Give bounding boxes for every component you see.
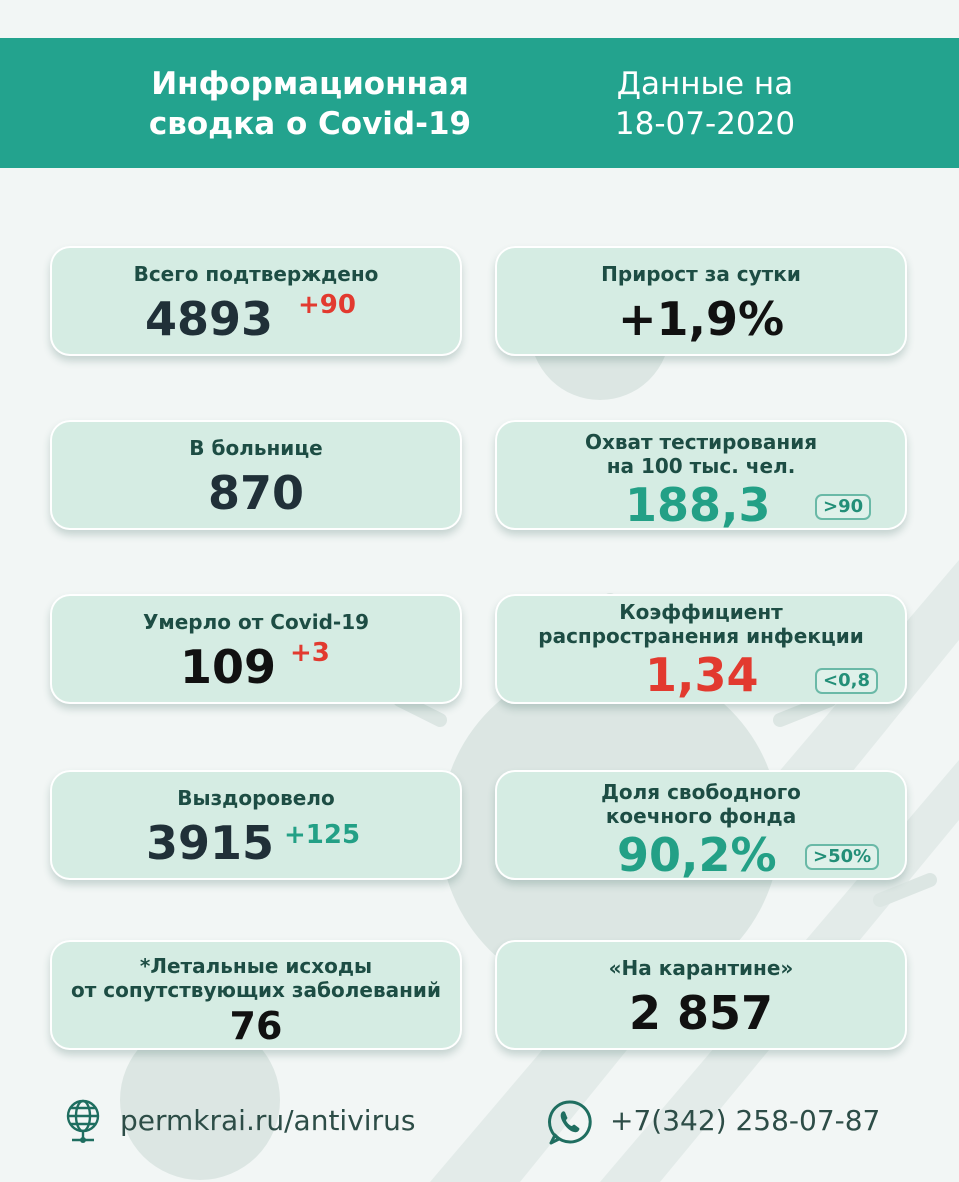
phone-number[interactable]: +7(342) 258-07-87 (610, 1104, 881, 1137)
card-total-confirmed (50, 246, 462, 356)
header-banner (0, 38, 959, 168)
card-value: +1,9% (617, 292, 785, 346)
card-value: 109 (180, 640, 277, 694)
norm-badge: >50% (805, 844, 879, 870)
card-value: 870 (207, 466, 305, 520)
website-link[interactable]: permkrai.ru/antivirus (120, 1104, 416, 1137)
card-label: Умерло от Covid-19 (142, 610, 370, 634)
norm-badge: >90 (815, 494, 871, 520)
card-value: 2 857 (628, 986, 774, 1040)
card-hospital (50, 420, 462, 530)
card-value: 4893 (145, 292, 274, 346)
report-date: Данные на 18-07-2020 (614, 66, 796, 142)
card-lethal-comorbidities (50, 940, 462, 1050)
card-delta: +125 (284, 820, 361, 850)
card-daily-growth (495, 246, 907, 356)
card-free-beds (495, 770, 907, 880)
card-value: 188,3 (625, 478, 771, 532)
card-value: 3915 (146, 816, 275, 870)
card-label: *Летальные исходы от сопутствующих заболеваний (71, 954, 441, 1002)
card-label: Коэффициент распространения инфекции (538, 600, 864, 648)
card-label: Доля свободного коечного фонда (601, 780, 801, 828)
card-testing-coverage (495, 420, 907, 530)
card-quarantine (495, 940, 907, 1050)
card-label: Всего подтверждено (133, 262, 379, 286)
globe-icon (62, 1098, 104, 1144)
page-title: Информационная сводка о Covid-19 (148, 66, 472, 142)
norm-badge: <0,8 (815, 668, 878, 694)
card-value: 90,2% (617, 828, 777, 882)
card-delta: +3 (290, 638, 330, 668)
card-label: «На карантине» (608, 956, 794, 980)
phone-icon (546, 1098, 594, 1146)
card-label: Охват тестирования на 100 тыс. чел. (584, 430, 818, 478)
card-value: 1,34 (645, 648, 759, 702)
card-infection-rate (495, 594, 907, 704)
card-deaths (50, 594, 462, 704)
card-label: В больнице (189, 436, 323, 460)
card-value: 76 (229, 1004, 283, 1048)
card-delta: +90 (298, 290, 356, 320)
card-label: Выздоровело (177, 786, 335, 810)
card-label: Прирост за сутки (601, 262, 801, 286)
card-recovered (50, 770, 462, 880)
